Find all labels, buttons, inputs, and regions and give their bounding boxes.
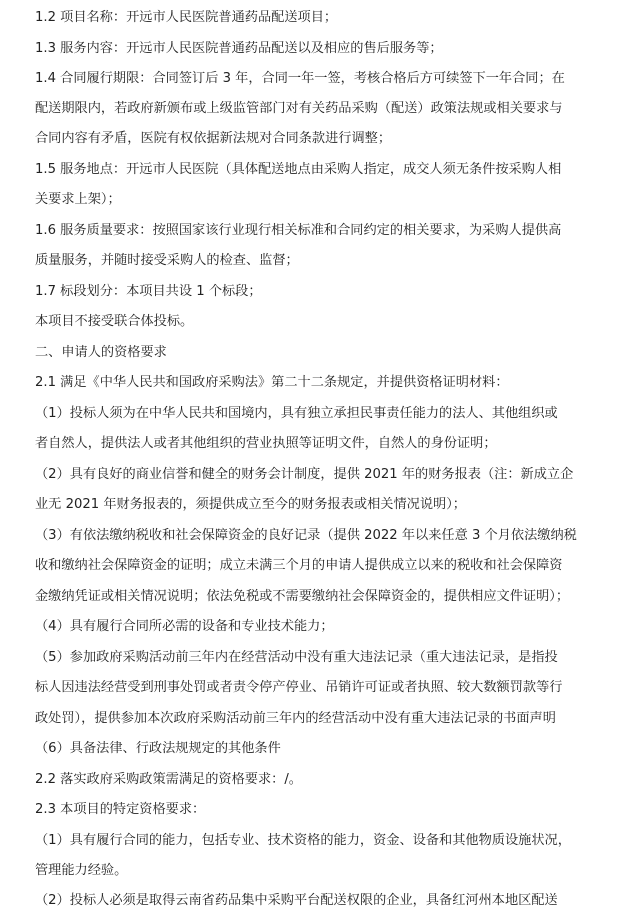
paragraph-line: （6）具备法律、行政法规规定的其他条件 <box>35 741 281 756</box>
paragraph-line: 关要求上架）； <box>35 192 121 207</box>
paragraph-line: 1.2 项目名称：开远市人民医院普通药品配送项目； <box>35 10 338 25</box>
paragraph-line: 1.3 服务内容：开远市人民医院普通药品配送以及相应的售后服务等； <box>35 41 443 56</box>
paragraph-line: （5）参加政府采购活动前三年内在经营活动中没有重大违法记录（重大违法记录，是指投 <box>35 650 558 665</box>
paragraph-line: 收和缴纳社会保障资金的证明；成立未满三个月的申请人提供成立以来的税收和社会保障资 <box>35 558 563 573</box>
paragraph-line: （1）投标人须为在中华人民共和国境内，具有独立承担民事责任能力的法人、其他组织或 <box>35 406 558 421</box>
paragraph-line: （2）投标人必须是取得云南省药品集中采购平台配送权限的企业，具备红河州本地区配送 <box>35 893 558 908</box>
paragraph-line: 配送期限内，若政府新颁布或上级监管部门对有关药品采购（配送）政策法规或相关要求与 <box>35 101 563 116</box>
paragraph-line: 金缴纳凭证或相关情况说明；依法免税或不需要缴纳社会保障资金的，提供相应文件证明）； <box>35 589 570 604</box>
paragraph-line: 政处罚），提供参加本次政府采购活动前三年内的经营活动中没有重大违法记录的书面声明 <box>35 711 556 726</box>
paragraph-line: 1.7 标段划分：本项目共设 1 个标段； <box>35 284 262 299</box>
paragraph-line: 本项目不接受联合体投标。 <box>35 314 194 329</box>
section-heading: 二、申请人的资格要求 <box>35 345 167 360</box>
paragraph-line: （2）具有良好的商业信誉和健全的财务会计制度，提供 2021 年的财务报表（注：新成立企 <box>35 467 574 482</box>
paragraph-line: 2.1 满足《中华人民共和国政府采购法》第二十二条规定，并提供资格证明材料： <box>35 375 509 390</box>
paragraph-line: 质量服务，并随时接受采购人的检查、监督； <box>35 253 299 268</box>
paragraph-line: 2.3 本项目的特定资格要求： <box>35 802 206 817</box>
paragraph-line: 1.6 服务质量要求：按照国家该行业现行相关标准和合同约定的相关要求，为采购人提供高 <box>35 223 562 238</box>
paragraph-line: 2.2 落实政府采购政策需满足的资格要求：/。 <box>35 772 302 787</box>
paragraph-line: 标人因违法经营受到刑事处罚或者责令停产停业、吊销许可证或者执照、较大数额罚款等行 <box>35 680 563 695</box>
paragraph-line: 业无 2021 年财务报表的，须提供成立至今的财务报表或相关情况说明）； <box>35 497 466 512</box>
paragraph-line: 1.5 服务地点：开远市人民医院（具体配送地点由采购人指定，成交人须无条件按采购人相 <box>35 162 562 177</box>
paragraph-line: 者自然人，提供法人或者其他组织的营业执照等证明文件，自然人的身份证明； <box>35 436 497 451</box>
paragraph-line: （3）有依法缴纳税收和社会保障资金的良好记录（提供 2022 年以来任意 3 个月依法缴纳税 <box>35 528 577 543</box>
paragraph-line: （4）具有履行合同所必需的设备和专业技术能力； <box>35 619 334 634</box>
paragraph-line: 合同内容有矛盾，医院有权依据新法规对合同条款进行调整； <box>35 131 392 146</box>
paragraph-line: （1）具有履行合同的能力，包括专业、技术资格的能力，资金、设备和其他物质设施状况， <box>35 833 571 848</box>
paragraph-line: 管理能力经验。 <box>35 863 128 878</box>
paragraph-line: 1.4 合同履行期限：合同签订后 3 年，合同一年一签，考核合格后方可续签下一年合同；在 <box>35 71 565 86</box>
